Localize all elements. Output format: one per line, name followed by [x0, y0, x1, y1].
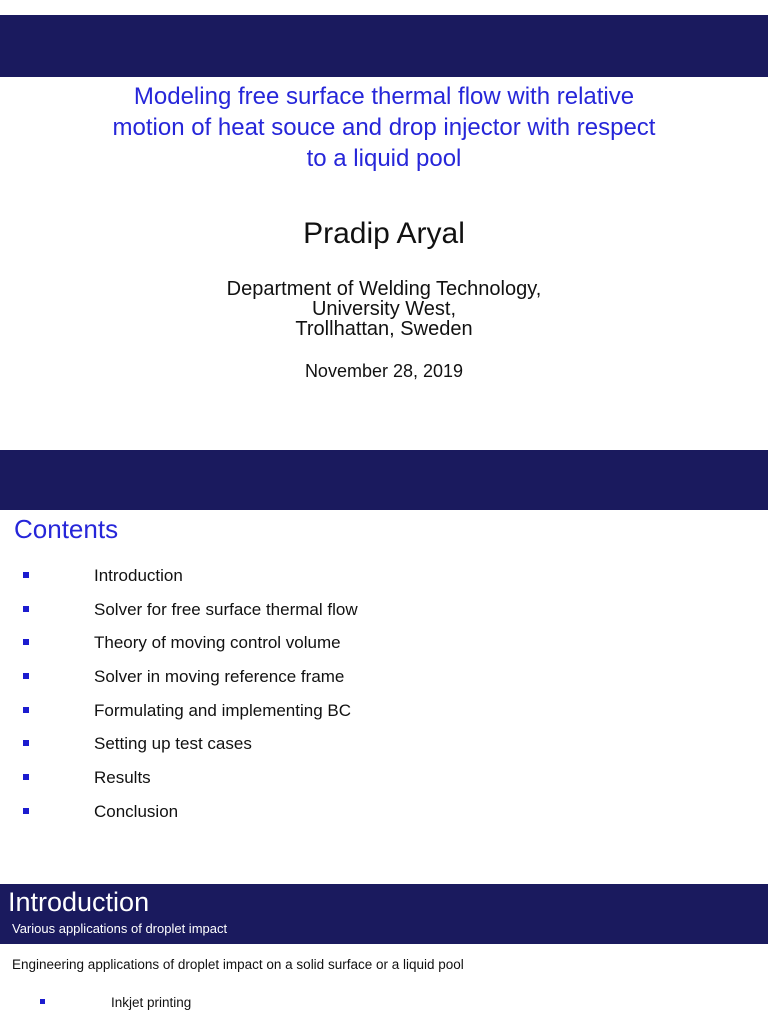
- list-item: [0, 560, 768, 594]
- author-name: Pradip Aryal: [303, 217, 465, 250]
- department-line: Trollhattan, Sweden: [295, 318, 473, 340]
- title-line: to a liquid pool: [306, 145, 462, 172]
- list-item-text: Conclusion: [94, 801, 179, 821]
- title-line: Modeling free surface thermal flow with relative: [133, 83, 635, 110]
- list-item-text: Setting up test cases: [94, 734, 252, 754]
- list-item: [0, 762, 768, 796]
- department-line: Department of Welding Technology,: [226, 278, 542, 300]
- introduction-heading: Introduction: [8, 887, 150, 917]
- list-item-text: Results: [94, 768, 151, 788]
- introduction-body-text: Engineering applications of droplet impact on a solid surface or a liquid pool: [12, 957, 464, 972]
- list-item: [0, 594, 768, 628]
- contents-list: [0, 560, 768, 830]
- square-bullet-icon: [23, 808, 29, 814]
- list-item-text: Solver in moving reference frame: [94, 667, 345, 687]
- list-item-text: Theory of moving control volume: [94, 633, 341, 653]
- square-bullet-icon: [23, 606, 29, 612]
- contents-slide-header-band: [0, 450, 768, 510]
- list-item-text: Solver for free surface thermal flow: [94, 599, 358, 619]
- square-bullet-icon: [23, 774, 29, 780]
- list-item: [0, 661, 768, 695]
- square-bullet-icon: [23, 572, 29, 578]
- department-affiliation: [0, 279, 768, 339]
- square-bullet-icon: [23, 639, 29, 645]
- list-item-text: Introduction: [94, 566, 183, 585]
- list-item: [0, 796, 768, 830]
- presentation-date: November 28, 2019: [304, 361, 464, 381]
- list-item: [0, 627, 768, 661]
- introduction-subheading: Various applications of droplet impact: [12, 921, 228, 936]
- department-line: University West,: [311, 298, 457, 320]
- contents-heading: Contents: [14, 514, 119, 544]
- title-slide-header-band: [0, 15, 768, 77]
- square-bullet-icon: [23, 740, 29, 746]
- square-bullet-icon: [23, 673, 29, 679]
- square-bullet-icon: [23, 707, 29, 713]
- list-item-text: Inkjet printing: [111, 995, 192, 1010]
- title-line: motion of heat souce and drop injector with respect: [112, 114, 656, 141]
- square-bullet-icon: [40, 999, 45, 1004]
- presentation-title: [40, 81, 728, 174]
- list-item: [0, 695, 768, 729]
- list-item-text: Formulating and implementing BC: [94, 700, 352, 720]
- list-item: [0, 728, 768, 762]
